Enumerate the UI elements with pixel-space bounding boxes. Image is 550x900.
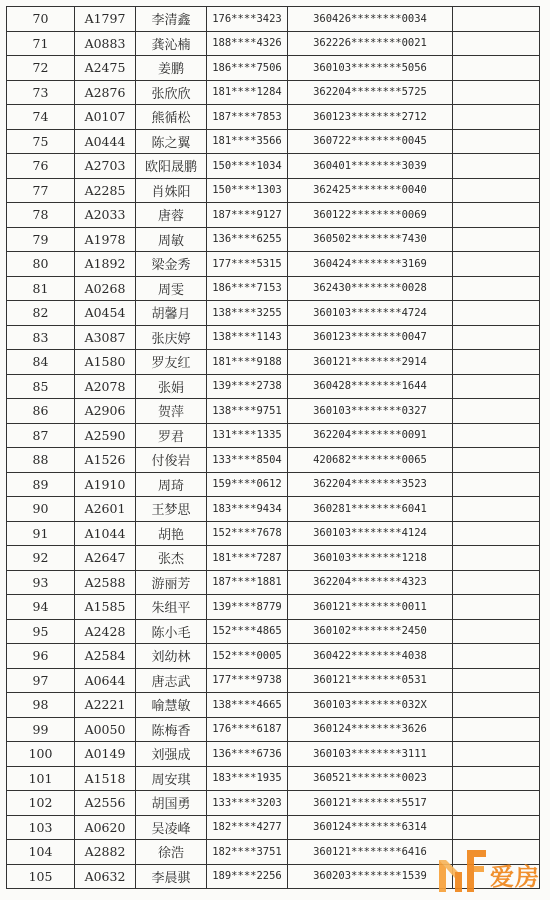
row-number: 105: [7, 864, 75, 889]
applicant-code: A2647: [75, 546, 136, 571]
id-card-number: 360123********0047: [288, 325, 453, 350]
id-card-number: 362430********0028: [288, 276, 453, 301]
note-cell: [453, 105, 540, 130]
id-card-number: 362226********0021: [288, 31, 453, 56]
applicant-code: A1978: [75, 227, 136, 252]
applicant-name: 陈之翼: [136, 129, 207, 154]
note-cell: [453, 693, 540, 718]
row-number: 96: [7, 644, 75, 669]
applicant-code: A1518: [75, 766, 136, 791]
id-card-number: 360103********0327: [288, 399, 453, 424]
applicant-code: A2588: [75, 570, 136, 595]
table-row: [7, 301, 540, 326]
phone-number: 186****7506: [207, 56, 288, 81]
id-card-number: 360102********2450: [288, 619, 453, 644]
id-card-number: 360124********3626: [288, 717, 453, 742]
applicant-code: A1580: [75, 350, 136, 375]
table-row: [7, 570, 540, 595]
table-row: [7, 619, 540, 644]
applicant-name: 李晨骐: [136, 864, 207, 889]
applicant-code: A2221: [75, 693, 136, 718]
id-card-number: 360422********4038: [288, 644, 453, 669]
applicant-name: 陈小毛: [136, 619, 207, 644]
table-row: [7, 350, 540, 375]
row-number: 76: [7, 154, 75, 179]
phone-number: 187****1881: [207, 570, 288, 595]
note-cell: [453, 178, 540, 203]
note-cell: [453, 742, 540, 767]
table-row: [7, 252, 540, 277]
row-number: 99: [7, 717, 75, 742]
applicant-code: A0050: [75, 717, 136, 742]
row-number: 87: [7, 423, 75, 448]
applicant-code: A1910: [75, 472, 136, 497]
table-row: [7, 742, 540, 767]
applicant-code: A1892: [75, 252, 136, 277]
phone-number: 131****1335: [207, 423, 288, 448]
table-row: [7, 374, 540, 399]
phone-number: 152****0005: [207, 644, 288, 669]
applicant-name: 徐浩: [136, 840, 207, 865]
row-number: 94: [7, 595, 75, 620]
id-card-number: 360103********4124: [288, 521, 453, 546]
applicant-code: A2428: [75, 619, 136, 644]
table-row: [7, 178, 540, 203]
row-number: 83: [7, 325, 75, 350]
note-cell: [453, 56, 540, 81]
id-card-number: 360502********7430: [288, 227, 453, 252]
house-logo-icon: [436, 842, 488, 894]
note-cell: [453, 31, 540, 56]
note-cell: [453, 80, 540, 105]
phone-number: 138****9751: [207, 399, 288, 424]
phone-number: 183****1935: [207, 766, 288, 791]
phone-number: 177****9738: [207, 668, 288, 693]
applicant-code: A1044: [75, 521, 136, 546]
row-number: 85: [7, 374, 75, 399]
row-number: 97: [7, 668, 75, 693]
phone-number: 181****7287: [207, 546, 288, 571]
id-card-number: 360281********6041: [288, 497, 453, 522]
id-card-number: 362204********3523: [288, 472, 453, 497]
applicant-code: A2703: [75, 154, 136, 179]
applicant-code: A0149: [75, 742, 136, 767]
row-number: 93: [7, 570, 75, 595]
phone-number: 150****1303: [207, 178, 288, 203]
row-number: 100: [7, 742, 75, 767]
applicant-name: 王梦思: [136, 497, 207, 522]
phone-number: 187****9127: [207, 203, 288, 228]
applicant-code: A2601: [75, 497, 136, 522]
phone-number: 133****3203: [207, 791, 288, 816]
id-card-number: 360121********0531: [288, 668, 453, 693]
phone-number: 138****3255: [207, 301, 288, 326]
row-number: 91: [7, 521, 75, 546]
applicant-code: A1797: [75, 7, 136, 32]
table-row: [7, 595, 540, 620]
phone-number: 187****7853: [207, 105, 288, 130]
table-row: [7, 717, 540, 742]
applicant-name: 唐蓉: [136, 203, 207, 228]
table-row: [7, 80, 540, 105]
note-cell: [453, 521, 540, 546]
row-number: 78: [7, 203, 75, 228]
row-number: 72: [7, 56, 75, 81]
phone-number: 138****4665: [207, 693, 288, 718]
applicant-code: A2033: [75, 203, 136, 228]
row-number: 81: [7, 276, 75, 301]
id-card-number: 420682********0065: [288, 448, 453, 473]
table-row: [7, 105, 540, 130]
table-row: [7, 521, 540, 546]
row-number: 92: [7, 546, 75, 571]
id-card-number: 362204********5725: [288, 80, 453, 105]
id-card-number: 360122********0069: [288, 203, 453, 228]
note-cell: [453, 570, 540, 595]
applicant-code: A2285: [75, 178, 136, 203]
row-number: 104: [7, 840, 75, 865]
id-card-number: 360103********5056: [288, 56, 453, 81]
phone-number: 176****6187: [207, 717, 288, 742]
table-row: [7, 399, 540, 424]
id-card-number: 360401********3039: [288, 154, 453, 179]
applicant-name: 欧阳晟鹏: [136, 154, 207, 179]
applicant-code: A0107: [75, 105, 136, 130]
phone-number: 177****5315: [207, 252, 288, 277]
row-number: 101: [7, 766, 75, 791]
applicant-name: 胡国勇: [136, 791, 207, 816]
phone-number: 176****3423: [207, 7, 288, 32]
phone-number: 181****1284: [207, 80, 288, 105]
applicant-name: 张庆婷: [136, 325, 207, 350]
row-number: 84: [7, 350, 75, 375]
table-row: [7, 791, 540, 816]
note-cell: [453, 595, 540, 620]
note-cell: [453, 227, 540, 252]
applicant-name: 胡艳: [136, 521, 207, 546]
applicant-name: 朱组平: [136, 595, 207, 620]
note-cell: [453, 546, 540, 571]
id-card-number: 360121********5517: [288, 791, 453, 816]
note-cell: [453, 350, 540, 375]
applicant-name: 唐志武: [136, 668, 207, 693]
applicant-name: 熊循松: [136, 105, 207, 130]
table-row: [7, 7, 540, 32]
note-cell: [453, 717, 540, 742]
phone-number: 182****3751: [207, 840, 288, 865]
phone-number: 139****2738: [207, 374, 288, 399]
applicant-name: 周雯: [136, 276, 207, 301]
row-number: 88: [7, 448, 75, 473]
table-row: [7, 56, 540, 81]
id-card-number: 360103********032X: [288, 693, 453, 718]
phone-number: 136****6255: [207, 227, 288, 252]
applicant-code: A0883: [75, 31, 136, 56]
phone-number: 183****9434: [207, 497, 288, 522]
applicant-code: A2906: [75, 399, 136, 424]
applicant-name: 游丽芳: [136, 570, 207, 595]
phone-number: 188****4326: [207, 31, 288, 56]
applicant-code: A2590: [75, 423, 136, 448]
applicant-name: 喻慧敏: [136, 693, 207, 718]
row-number: 102: [7, 791, 75, 816]
table-row: [7, 227, 540, 252]
watermark-text: 爱房: [490, 863, 540, 891]
table-row: [7, 644, 540, 669]
applicant-name: 梁金秀: [136, 252, 207, 277]
id-card-number: 360424********3169: [288, 252, 453, 277]
id-card-number: 360103********1218: [288, 546, 453, 571]
table-row: [7, 497, 540, 522]
table-row: [7, 203, 540, 228]
applicant-code: A0454: [75, 301, 136, 326]
phone-number: 138****1143: [207, 325, 288, 350]
phone-number: 181****3566: [207, 129, 288, 154]
phone-number: 139****8779: [207, 595, 288, 620]
applicant-name: 周安琪: [136, 766, 207, 791]
applicant-code: A3087: [75, 325, 136, 350]
phone-number: 159****0612: [207, 472, 288, 497]
note-cell: [453, 129, 540, 154]
applicant-code: A1526: [75, 448, 136, 473]
applicant-code: A0620: [75, 815, 136, 840]
row-number: 86: [7, 399, 75, 424]
phone-number: 133****8504: [207, 448, 288, 473]
table-row: [7, 154, 540, 179]
applicant-code: A2475: [75, 56, 136, 81]
applicant-list-sheet: [6, 6, 540, 889]
row-number: 73: [7, 80, 75, 105]
phone-number: 136****6736: [207, 742, 288, 767]
note-cell: [453, 644, 540, 669]
applicant-name: 周琦: [136, 472, 207, 497]
note-cell: [453, 154, 540, 179]
note-cell: [453, 301, 540, 326]
phone-number: 181****9188: [207, 350, 288, 375]
row-number: 95: [7, 619, 75, 644]
applicant-code: A0644: [75, 668, 136, 693]
watermark-logo: [436, 842, 540, 894]
id-card-number: 362204********4323: [288, 570, 453, 595]
applicant-code: A0444: [75, 129, 136, 154]
table-row: [7, 31, 540, 56]
applicant-name: 胡馨月: [136, 301, 207, 326]
id-card-number: 360121********2914: [288, 350, 453, 375]
note-cell: [453, 619, 540, 644]
id-card-number: 360428********1644: [288, 374, 453, 399]
applicant-code: A2882: [75, 840, 136, 865]
applicant-name: 张杰: [136, 546, 207, 571]
table-row: [7, 668, 540, 693]
note-cell: [453, 325, 540, 350]
row-number: 98: [7, 693, 75, 718]
row-number: 90: [7, 497, 75, 522]
id-card-number: 360521********0023: [288, 766, 453, 791]
id-card-number: 360426********0034: [288, 7, 453, 32]
note-cell: [453, 399, 540, 424]
note-cell: [453, 276, 540, 301]
id-card-number: 360203********1539: [288, 864, 453, 889]
applicant-code: A0632: [75, 864, 136, 889]
id-card-number: 360124********6314: [288, 815, 453, 840]
id-card-number: 360103********4724: [288, 301, 453, 326]
row-number: 75: [7, 129, 75, 154]
applicant-name: 李清鑫: [136, 7, 207, 32]
id-card-number: 360722********0045: [288, 129, 453, 154]
applicant-name: 罗友红: [136, 350, 207, 375]
phone-number: 150****1034: [207, 154, 288, 179]
applicant-name: 姜鹏: [136, 56, 207, 81]
applicant-name: 贺萍: [136, 399, 207, 424]
note-cell: [453, 766, 540, 791]
row-number: 80: [7, 252, 75, 277]
applicant-code: A0268: [75, 276, 136, 301]
note-cell: [453, 423, 540, 448]
id-card-number: 362204********0091: [288, 423, 453, 448]
note-cell: [453, 791, 540, 816]
note-cell: [453, 815, 540, 840]
applicant-name: 张娟: [136, 374, 207, 399]
note-cell: [453, 374, 540, 399]
row-number: 103: [7, 815, 75, 840]
row-number: 74: [7, 105, 75, 130]
note-cell: [453, 7, 540, 32]
table-row: [7, 815, 540, 840]
applicant-table-body: [7, 7, 540, 889]
applicant-code: A2078: [75, 374, 136, 399]
applicant-code: A1585: [75, 595, 136, 620]
id-card-number: 360103********3111: [288, 742, 453, 767]
row-number: 79: [7, 227, 75, 252]
applicant-name: 刘幼林: [136, 644, 207, 669]
applicant-name: 张欣欣: [136, 80, 207, 105]
note-cell: [453, 448, 540, 473]
phone-number: 186****7153: [207, 276, 288, 301]
table-row: [7, 766, 540, 791]
table-row: [7, 129, 540, 154]
applicant-code: A2584: [75, 644, 136, 669]
table-row: [7, 472, 540, 497]
applicant-table: [6, 6, 540, 889]
table-row: [7, 546, 540, 571]
phone-number: 152****4865: [207, 619, 288, 644]
note-cell: [453, 668, 540, 693]
applicant-name: 罗君: [136, 423, 207, 448]
row-number: 77: [7, 178, 75, 203]
note-cell: [453, 472, 540, 497]
id-card-number: 360121********0011: [288, 595, 453, 620]
note-cell: [453, 203, 540, 228]
phone-number: 182****4277: [207, 815, 288, 840]
table-row: [7, 276, 540, 301]
id-card-number: 362425********0040: [288, 178, 453, 203]
table-row: [7, 325, 540, 350]
phone-number: 152****7678: [207, 521, 288, 546]
applicant-name: 付俊岩: [136, 448, 207, 473]
applicant-code: A2556: [75, 791, 136, 816]
table-row: [7, 448, 540, 473]
row-number: 71: [7, 31, 75, 56]
applicant-name: 肖姝阳: [136, 178, 207, 203]
table-row: [7, 693, 540, 718]
table-row: [7, 423, 540, 448]
applicant-name: 龚沁楠: [136, 31, 207, 56]
note-cell: [453, 252, 540, 277]
row-number: 89: [7, 472, 75, 497]
note-cell: [453, 497, 540, 522]
applicant-name: 陈梅香: [136, 717, 207, 742]
applicant-name: 周敏: [136, 227, 207, 252]
applicant-name: 刘强成: [136, 742, 207, 767]
phone-number: 189****2256: [207, 864, 288, 889]
id-card-number: 360121********6416: [288, 840, 453, 865]
row-number: 82: [7, 301, 75, 326]
row-number: 70: [7, 7, 75, 32]
applicant-code: A2876: [75, 80, 136, 105]
id-card-number: 360123********2712: [288, 105, 453, 130]
applicant-name: 吴凌峰: [136, 815, 207, 840]
